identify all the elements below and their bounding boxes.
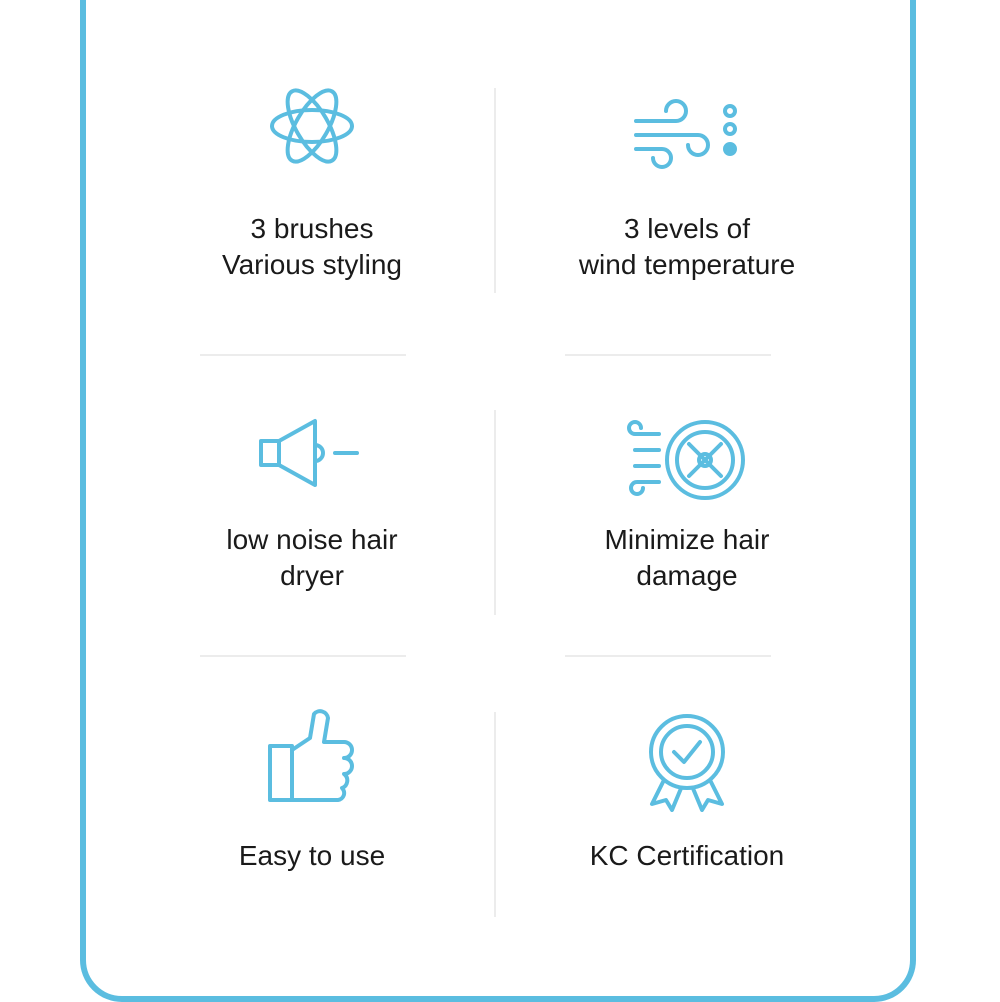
feature-label <box>147 211 477 283</box>
hair-dryer-icon <box>257 415 367 491</box>
wind-icon <box>632 97 742 169</box>
feature-label-line: 3 levels of <box>623 213 751 244</box>
feature-label-line: low noise hair <box>226 524 398 555</box>
certification-badge-icon <box>644 714 730 812</box>
row-divider <box>565 655 771 657</box>
row-divider <box>565 354 771 356</box>
feature-low-noise <box>147 400 477 630</box>
feature-label-line: Easy to use <box>238 840 386 871</box>
feature-label <box>522 522 852 594</box>
feature-label-line: dryer <box>280 560 344 591</box>
thumbs-up-icon <box>266 708 358 804</box>
feature-minimize-damage <box>522 400 852 630</box>
row-divider <box>200 655 406 657</box>
feature-label-line: KC Certification <box>589 840 785 871</box>
column-divider <box>494 88 496 293</box>
feature-label <box>522 838 852 874</box>
column-divider <box>494 712 496 917</box>
feature-label-line: wind temperature <box>578 249 796 280</box>
feature-label <box>147 838 477 874</box>
column-divider <box>494 410 496 615</box>
feature-label-line: Various styling <box>221 249 402 280</box>
atom-icon <box>267 80 357 172</box>
feature-label-line: damage <box>636 560 738 591</box>
feature-label-line: Minimize hair <box>604 524 770 555</box>
feature-label <box>522 211 852 283</box>
feature-easy-to-use <box>147 700 477 930</box>
feature-label <box>147 522 477 594</box>
feature-wind-temperature <box>522 75 852 305</box>
feature-kc-certification <box>522 700 852 930</box>
feature-brushes <box>147 75 477 305</box>
feature-label-line: 3 brushes <box>250 213 374 244</box>
row-divider <box>200 354 406 356</box>
fan-wind-icon <box>627 418 747 504</box>
